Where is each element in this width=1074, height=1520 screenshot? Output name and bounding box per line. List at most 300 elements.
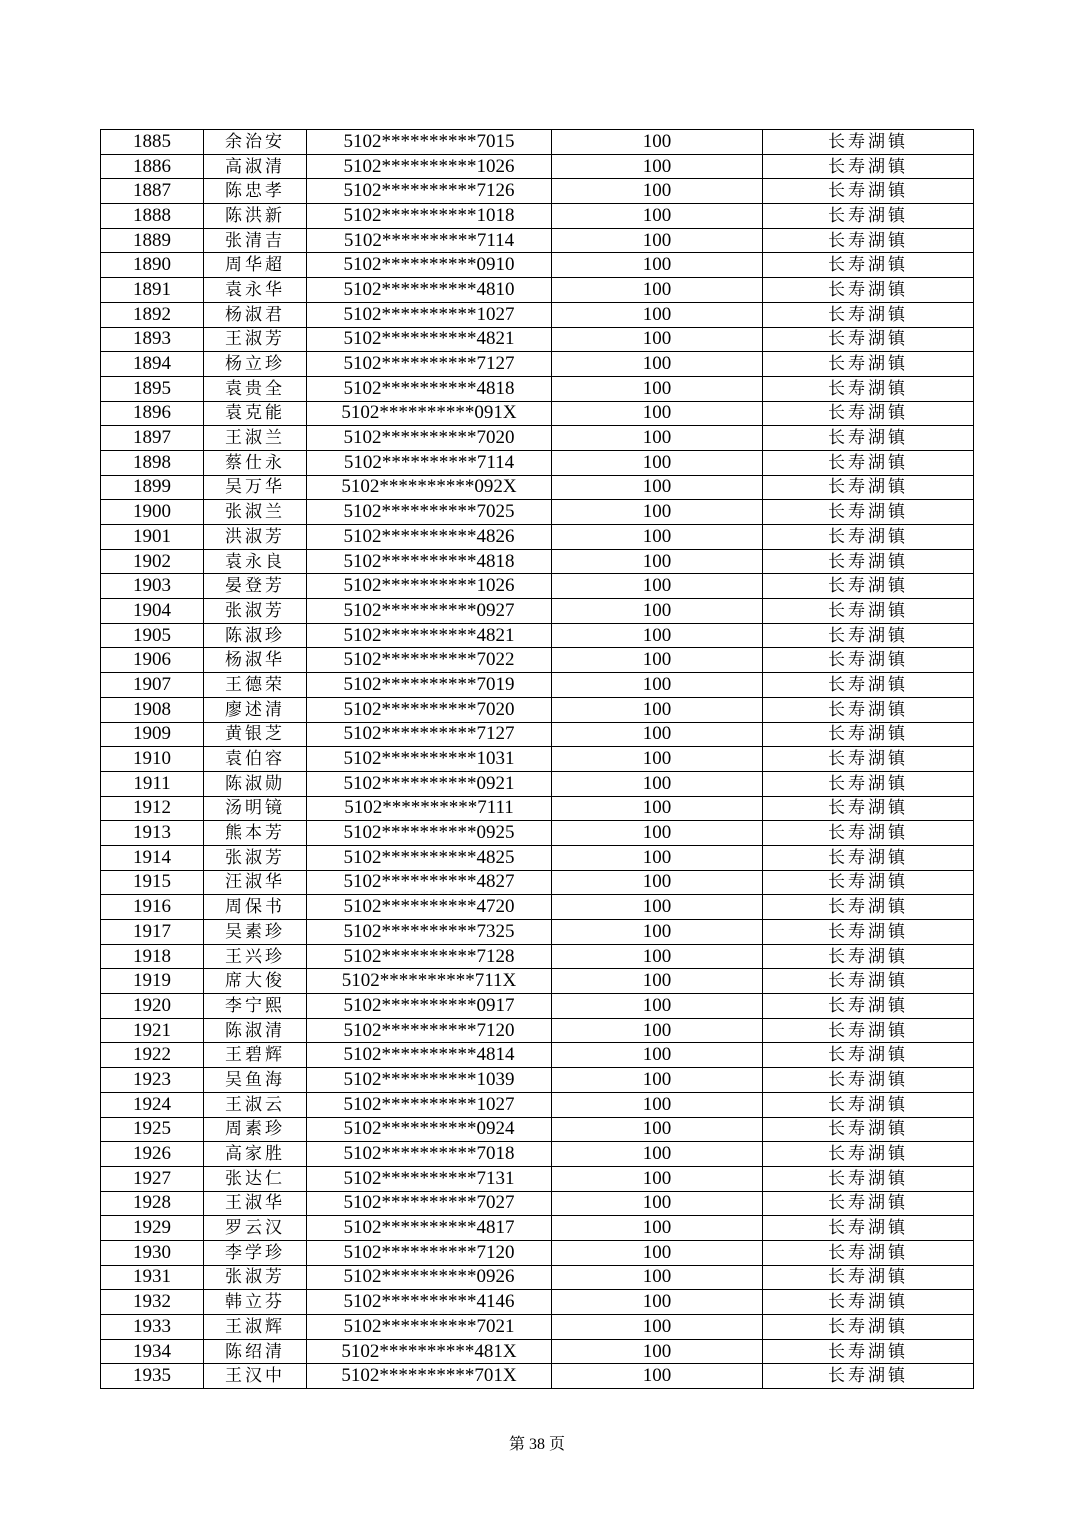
town-name-cell: 长寿湖镇: [763, 179, 974, 204]
subsidy-list-table: [100, 129, 974, 1389]
town-name-cell: 长寿湖镇: [763, 204, 974, 229]
row-number-cell: 1931: [101, 1265, 204, 1290]
person-name-cell: 高家胜: [204, 1142, 307, 1167]
id-number-cell: 5102**********7027: [307, 1191, 552, 1216]
person-name-cell: 王淑芳: [204, 327, 307, 352]
row-number-cell: 1920: [101, 994, 204, 1019]
row-number-cell: 1934: [101, 1339, 204, 1364]
person-name-cell: 袁永华: [204, 278, 307, 303]
town-name-cell: 长寿湖镇: [763, 870, 974, 895]
table-row: [101, 1043, 974, 1068]
person-name-cell: 袁永良: [204, 549, 307, 574]
id-number-cell: 5102**********7019: [307, 673, 552, 698]
row-number-cell: 1922: [101, 1043, 204, 1068]
town-name-cell: 长寿湖镇: [763, 599, 974, 624]
amount-cell: 100: [552, 574, 763, 599]
amount-cell: 100: [552, 228, 763, 253]
amount-cell: 100: [552, 253, 763, 278]
table-row: [101, 821, 974, 846]
amount-cell: 100: [552, 401, 763, 426]
amount-cell: 100: [552, 1290, 763, 1315]
amount-cell: 100: [552, 130, 763, 155]
id-number-cell: 5102**********7127: [307, 722, 552, 747]
row-number-cell: 1906: [101, 648, 204, 673]
row-number-cell: 1923: [101, 1068, 204, 1093]
amount-cell: 100: [552, 500, 763, 525]
row-number-cell: 1912: [101, 796, 204, 821]
town-name-cell: 长寿湖镇: [763, 278, 974, 303]
table-row: [101, 1142, 974, 1167]
amount-cell: 100: [552, 747, 763, 772]
row-number-cell: 1917: [101, 920, 204, 945]
id-number-cell: 5102**********7120: [307, 1018, 552, 1043]
id-number-cell: 5102**********4821: [307, 327, 552, 352]
id-number-cell: 5102**********7114: [307, 450, 552, 475]
row-number-cell: 1919: [101, 969, 204, 994]
town-name-cell: 长寿湖镇: [763, 1191, 974, 1216]
id-number-cell: 5102**********4818: [307, 549, 552, 574]
table-row: [101, 253, 974, 278]
table-row: [101, 500, 974, 525]
row-number-cell: 1898: [101, 450, 204, 475]
row-number-cell: 1918: [101, 944, 204, 969]
town-name-cell: 长寿湖镇: [763, 771, 974, 796]
table-row: [101, 1068, 974, 1093]
table-row: [101, 944, 974, 969]
amount-cell: 100: [552, 1043, 763, 1068]
id-number-cell: 5102**********4814: [307, 1043, 552, 1068]
table-row: [101, 1166, 974, 1191]
amount-cell: 100: [552, 376, 763, 401]
town-name-cell: 长寿湖镇: [763, 697, 974, 722]
town-name-cell: 长寿湖镇: [763, 1092, 974, 1117]
table-row: [101, 994, 974, 1019]
id-number-cell: 5102**********091X: [307, 401, 552, 426]
row-number-cell: 1885: [101, 130, 204, 155]
amount-cell: 100: [552, 1166, 763, 1191]
table-row: [101, 475, 974, 500]
person-name-cell: 袁克能: [204, 401, 307, 426]
id-number-cell: 5102**********092X: [307, 475, 552, 500]
amount-cell: 100: [552, 648, 763, 673]
amount-cell: 100: [552, 1068, 763, 1093]
amount-cell: 100: [552, 845, 763, 870]
id-number-cell: 5102**********7015: [307, 130, 552, 155]
id-number-cell: 5102**********711X: [307, 969, 552, 994]
amount-cell: 100: [552, 327, 763, 352]
row-number-cell: 1926: [101, 1142, 204, 1167]
amount-cell: 100: [552, 1339, 763, 1364]
town-name-cell: 长寿湖镇: [763, 1117, 974, 1142]
town-name-cell: 长寿湖镇: [763, 154, 974, 179]
person-name-cell: 张清吉: [204, 228, 307, 253]
id-number-cell: 5102**********4817: [307, 1216, 552, 1241]
table-row: [101, 401, 974, 426]
amount-cell: 100: [552, 969, 763, 994]
table-row: [101, 771, 974, 796]
person-name-cell: 高淑清: [204, 154, 307, 179]
table-row: [101, 228, 974, 253]
id-number-cell: 5102**********7127: [307, 352, 552, 377]
person-name-cell: 王汉中: [204, 1364, 307, 1389]
amount-cell: 100: [552, 426, 763, 451]
amount-cell: 100: [552, 1364, 763, 1389]
town-name-cell: 长寿湖镇: [763, 895, 974, 920]
amount-cell: 100: [552, 771, 763, 796]
table-row: [101, 525, 974, 550]
row-number-cell: 1924: [101, 1092, 204, 1117]
row-number-cell: 1889: [101, 228, 204, 253]
amount-cell: 100: [552, 278, 763, 303]
table-row: [101, 895, 974, 920]
row-number-cell: 1902: [101, 549, 204, 574]
town-name-cell: 长寿湖镇: [763, 1018, 974, 1043]
row-number-cell: 1895: [101, 376, 204, 401]
amount-cell: 100: [552, 302, 763, 327]
row-number-cell: 1928: [101, 1191, 204, 1216]
table-row: [101, 426, 974, 451]
id-number-cell: 5102**********7018: [307, 1142, 552, 1167]
row-number-cell: 1887: [101, 179, 204, 204]
amount-cell: 100: [552, 697, 763, 722]
row-number-cell: 1888: [101, 204, 204, 229]
table-row: [101, 747, 974, 772]
table-body: [101, 130, 974, 1389]
person-name-cell: 张淑芳: [204, 599, 307, 624]
id-number-cell: 5102**********1026: [307, 574, 552, 599]
id-number-cell: 5102**********4720: [307, 895, 552, 920]
row-number-cell: 1896: [101, 401, 204, 426]
person-name-cell: 王兴珍: [204, 944, 307, 969]
table-row: [101, 1315, 974, 1340]
person-name-cell: 罗云汉: [204, 1216, 307, 1241]
person-name-cell: 吴鱼海: [204, 1068, 307, 1093]
person-name-cell: 席大俊: [204, 969, 307, 994]
row-number-cell: 1929: [101, 1216, 204, 1241]
row-number-cell: 1903: [101, 574, 204, 599]
town-name-cell: 长寿湖镇: [763, 475, 974, 500]
town-name-cell: 长寿湖镇: [763, 1364, 974, 1389]
table-row: [101, 1018, 974, 1043]
person-name-cell: 熊本芳: [204, 821, 307, 846]
town-name-cell: 长寿湖镇: [763, 302, 974, 327]
amount-cell: 100: [552, 722, 763, 747]
town-name-cell: 长寿湖镇: [763, 549, 974, 574]
row-number-cell: 1913: [101, 821, 204, 846]
town-name-cell: 长寿湖镇: [763, 1068, 974, 1093]
amount-cell: 100: [552, 1117, 763, 1142]
table-row: [101, 648, 974, 673]
table-row: [101, 1290, 974, 1315]
person-name-cell: 王淑辉: [204, 1315, 307, 1340]
row-number-cell: 1910: [101, 747, 204, 772]
town-name-cell: 长寿湖镇: [763, 525, 974, 550]
person-name-cell: 陈绍清: [204, 1339, 307, 1364]
row-number-cell: 1886: [101, 154, 204, 179]
id-number-cell: 5102**********7114: [307, 228, 552, 253]
person-name-cell: 王淑华: [204, 1191, 307, 1216]
town-name-cell: 长寿湖镇: [763, 1265, 974, 1290]
row-number-cell: 1904: [101, 599, 204, 624]
id-number-cell: 5102**********7021: [307, 1315, 552, 1340]
town-name-cell: 长寿湖镇: [763, 994, 974, 1019]
town-name-cell: 长寿湖镇: [763, 1315, 974, 1340]
row-number-cell: 1909: [101, 722, 204, 747]
amount-cell: 100: [552, 1142, 763, 1167]
table-row: [101, 1117, 974, 1142]
id-number-cell: 5102**********1018: [307, 204, 552, 229]
id-number-cell: 5102**********0927: [307, 599, 552, 624]
person-name-cell: 李宁熙: [204, 994, 307, 1019]
id-number-cell: 5102**********4810: [307, 278, 552, 303]
amount-cell: 100: [552, 525, 763, 550]
amount-cell: 100: [552, 895, 763, 920]
amount-cell: 100: [552, 549, 763, 574]
id-number-cell: 5102**********4827: [307, 870, 552, 895]
town-name-cell: 长寿湖镇: [763, 845, 974, 870]
town-name-cell: 长寿湖镇: [763, 623, 974, 648]
row-number-cell: 1932: [101, 1290, 204, 1315]
table-row: [101, 1240, 974, 1265]
town-name-cell: 长寿湖镇: [763, 1043, 974, 1068]
row-number-cell: 1894: [101, 352, 204, 377]
person-name-cell: 袁贵全: [204, 376, 307, 401]
person-name-cell: 王碧辉: [204, 1043, 307, 1068]
id-number-cell: 5102**********0910: [307, 253, 552, 278]
table-row: [101, 204, 974, 229]
amount-cell: 100: [552, 870, 763, 895]
id-number-cell: 5102**********7325: [307, 920, 552, 945]
amount-cell: 100: [552, 1216, 763, 1241]
table-row: [101, 302, 974, 327]
table-row: [101, 599, 974, 624]
person-name-cell: 吴素珍: [204, 920, 307, 945]
table-row: [101, 697, 974, 722]
person-name-cell: 余治安: [204, 130, 307, 155]
id-number-cell: 5102**********4826: [307, 525, 552, 550]
id-number-cell: 5102**********7120: [307, 1240, 552, 1265]
amount-cell: 100: [552, 1265, 763, 1290]
table-row: [101, 845, 974, 870]
town-name-cell: 长寿湖镇: [763, 722, 974, 747]
id-number-cell: 5102**********0926: [307, 1265, 552, 1290]
town-name-cell: 长寿湖镇: [763, 574, 974, 599]
table-row: [101, 722, 974, 747]
page-number: 第 38 页: [508, 1436, 565, 1453]
table-row: [101, 352, 974, 377]
town-name-cell: 长寿湖镇: [763, 944, 974, 969]
row-number-cell: 1901: [101, 525, 204, 550]
person-name-cell: 晏登芳: [204, 574, 307, 599]
row-number-cell: 1916: [101, 895, 204, 920]
row-number-cell: 1899: [101, 475, 204, 500]
id-number-cell: 5102**********7111: [307, 796, 552, 821]
id-number-cell: 5102**********7131: [307, 1166, 552, 1191]
row-number-cell: 1925: [101, 1117, 204, 1142]
person-name-cell: 汪淑华: [204, 870, 307, 895]
amount-cell: 100: [552, 1018, 763, 1043]
town-name-cell: 长寿湖镇: [763, 228, 974, 253]
row-number-cell: 1921: [101, 1018, 204, 1043]
row-number-cell: 1930: [101, 1240, 204, 1265]
id-number-cell: 5102**********4821: [307, 623, 552, 648]
town-name-cell: 长寿湖镇: [763, 1339, 974, 1364]
town-name-cell: 长寿湖镇: [763, 130, 974, 155]
town-name-cell: 长寿湖镇: [763, 920, 974, 945]
id-number-cell: 5102**********7128: [307, 944, 552, 969]
person-name-cell: 陈洪新: [204, 204, 307, 229]
id-number-cell: 5102**********7022: [307, 648, 552, 673]
id-number-cell: 5102**********1031: [307, 747, 552, 772]
id-number-cell: 5102**********1039: [307, 1068, 552, 1093]
amount-cell: 100: [552, 204, 763, 229]
town-name-cell: 长寿湖镇: [763, 450, 974, 475]
table-row: [101, 1191, 974, 1216]
table-row: [101, 969, 974, 994]
person-name-cell: 周素珍: [204, 1117, 307, 1142]
town-name-cell: 长寿湖镇: [763, 426, 974, 451]
row-number-cell: 1911: [101, 771, 204, 796]
town-name-cell: 长寿湖镇: [763, 1240, 974, 1265]
row-number-cell: 1890: [101, 253, 204, 278]
amount-cell: 100: [552, 673, 763, 698]
person-name-cell: 廖述清: [204, 697, 307, 722]
table-row: [101, 1265, 974, 1290]
row-number-cell: 1907: [101, 673, 204, 698]
person-name-cell: 袁伯容: [204, 747, 307, 772]
person-name-cell: 李学珍: [204, 1240, 307, 1265]
table-row: [101, 549, 974, 574]
row-number-cell: 1893: [101, 327, 204, 352]
row-number-cell: 1892: [101, 302, 204, 327]
row-number-cell: 1933: [101, 1315, 204, 1340]
table-row: [101, 623, 974, 648]
id-number-cell: 5102**********4818: [307, 376, 552, 401]
amount-cell: 100: [552, 352, 763, 377]
id-number-cell: 5102**********481X: [307, 1339, 552, 1364]
amount-cell: 100: [552, 944, 763, 969]
person-name-cell: 陈忠孝: [204, 179, 307, 204]
amount-cell: 100: [552, 623, 763, 648]
id-number-cell: 5102**********0924: [307, 1117, 552, 1142]
person-name-cell: 张达仁: [204, 1166, 307, 1191]
table-row: [101, 154, 974, 179]
town-name-cell: 长寿湖镇: [763, 673, 974, 698]
amount-cell: 100: [552, 994, 763, 1019]
table-row: [101, 673, 974, 698]
person-name-cell: 陈淑勋: [204, 771, 307, 796]
amount-cell: 100: [552, 179, 763, 204]
town-name-cell: 长寿湖镇: [763, 1142, 974, 1167]
amount-cell: 100: [552, 599, 763, 624]
town-name-cell: 长寿湖镇: [763, 253, 974, 278]
table-row: [101, 1216, 974, 1241]
id-number-cell: 5102**********7126: [307, 179, 552, 204]
amount-cell: 100: [552, 796, 763, 821]
id-number-cell: 5102**********1027: [307, 302, 552, 327]
town-name-cell: 长寿湖镇: [763, 401, 974, 426]
row-number-cell: 1905: [101, 623, 204, 648]
id-number-cell: 5102**********1027: [307, 1092, 552, 1117]
person-name-cell: 杨立珍: [204, 352, 307, 377]
person-name-cell: 汤明镜: [204, 796, 307, 821]
row-number-cell: 1900: [101, 500, 204, 525]
town-name-cell: 长寿湖镇: [763, 969, 974, 994]
id-number-cell: 5102**********0925: [307, 821, 552, 846]
table-row: [101, 920, 974, 945]
row-number-cell: 1935: [101, 1364, 204, 1389]
town-name-cell: 长寿湖镇: [763, 500, 974, 525]
person-name-cell: 蔡仕永: [204, 450, 307, 475]
amount-cell: 100: [552, 1092, 763, 1117]
table-row: [101, 130, 974, 155]
table-row: [101, 796, 974, 821]
amount-cell: 100: [552, 1240, 763, 1265]
person-name-cell: 张淑芳: [204, 845, 307, 870]
table-row: [101, 278, 974, 303]
table-row: [101, 1364, 974, 1389]
row-number-cell: 1914: [101, 845, 204, 870]
table-row: [101, 1092, 974, 1117]
town-name-cell: 长寿湖镇: [763, 796, 974, 821]
person-name-cell: 王淑兰: [204, 426, 307, 451]
amount-cell: 100: [552, 920, 763, 945]
town-name-cell: 长寿湖镇: [763, 376, 974, 401]
town-name-cell: 长寿湖镇: [763, 648, 974, 673]
person-name-cell: 洪淑芳: [204, 525, 307, 550]
town-name-cell: 长寿湖镇: [763, 352, 974, 377]
id-number-cell: 5102**********0917: [307, 994, 552, 1019]
amount-cell: 100: [552, 1315, 763, 1340]
row-number-cell: 1927: [101, 1166, 204, 1191]
person-name-cell: 黄银芝: [204, 722, 307, 747]
person-name-cell: 陈淑清: [204, 1018, 307, 1043]
amount-cell: 100: [552, 154, 763, 179]
table-row: [101, 1339, 974, 1364]
id-number-cell: 5102**********0921: [307, 771, 552, 796]
town-name-cell: 长寿湖镇: [763, 1216, 974, 1241]
row-number-cell: 1897: [101, 426, 204, 451]
person-name-cell: 周华超: [204, 253, 307, 278]
town-name-cell: 长寿湖镇: [763, 1290, 974, 1315]
table-row: [101, 376, 974, 401]
id-number-cell: 5102**********7020: [307, 426, 552, 451]
person-name-cell: 杨淑华: [204, 648, 307, 673]
town-name-cell: 长寿湖镇: [763, 821, 974, 846]
table-row: [101, 574, 974, 599]
row-number-cell: 1915: [101, 870, 204, 895]
town-name-cell: 长寿湖镇: [763, 327, 974, 352]
person-name-cell: 陈淑珍: [204, 623, 307, 648]
id-number-cell: 5102**********701X: [307, 1364, 552, 1389]
table-row: [101, 450, 974, 475]
row-number-cell: 1908: [101, 697, 204, 722]
person-name-cell: 杨淑君: [204, 302, 307, 327]
id-number-cell: 5102**********7020: [307, 697, 552, 722]
id-number-cell: 5102**********4825: [307, 845, 552, 870]
person-name-cell: 王淑云: [204, 1092, 307, 1117]
table-row: [101, 327, 974, 352]
town-name-cell: 长寿湖镇: [763, 747, 974, 772]
id-number-cell: 5102**********7025: [307, 500, 552, 525]
amount-cell: 100: [552, 475, 763, 500]
person-name-cell: 韩立芬: [204, 1290, 307, 1315]
town-name-cell: 长寿湖镇: [763, 1166, 974, 1191]
person-name-cell: 张淑芳: [204, 1265, 307, 1290]
person-name-cell: 张淑兰: [204, 500, 307, 525]
person-name-cell: 吴万华: [204, 475, 307, 500]
table-row: [101, 870, 974, 895]
